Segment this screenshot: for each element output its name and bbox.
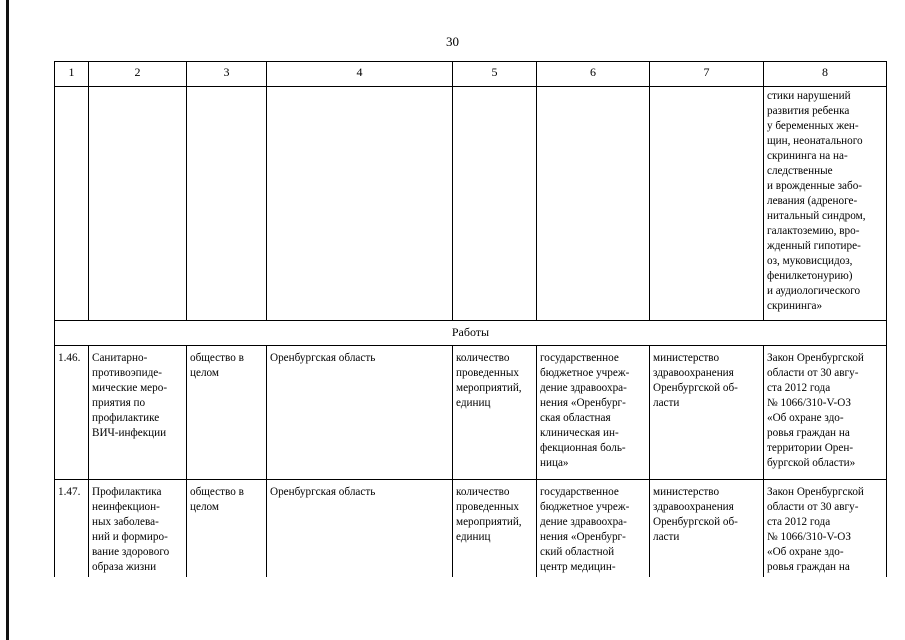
indicator bbox=[453, 480, 537, 578]
territory bbox=[267, 480, 453, 578]
page-number: 30 bbox=[446, 34, 459, 49]
header-cell: 8 bbox=[764, 62, 887, 87]
table-cell bbox=[650, 87, 764, 321]
text-line: нения «Оренбург- bbox=[540, 397, 626, 409]
text-line: целом bbox=[190, 367, 219, 379]
authority bbox=[650, 346, 764, 480]
table-cell bbox=[537, 87, 650, 321]
text-line: фекционная боль- bbox=[540, 442, 626, 454]
text-line: приятия по bbox=[92, 397, 146, 409]
text-line: галактоземию, вро- bbox=[767, 225, 860, 237]
text-line: дение здравоохра- bbox=[540, 516, 627, 528]
text-line: ста 2012 года bbox=[767, 516, 831, 528]
text-line: Оренбургская область bbox=[270, 352, 376, 364]
row-number: 1.46. bbox=[55, 346, 89, 480]
header-row bbox=[55, 62, 887, 87]
service-name bbox=[89, 480, 187, 578]
text-line: Оренбургской об- bbox=[653, 516, 738, 528]
text-line: скрининга» bbox=[767, 300, 823, 312]
legal-basis bbox=[764, 346, 887, 480]
text-line: бюджетное учреж- bbox=[540, 501, 630, 513]
text-line: области от 30 авгу- bbox=[767, 501, 859, 513]
text-line: мические меро- bbox=[92, 382, 168, 394]
institution bbox=[537, 346, 650, 480]
header-cell: 5 bbox=[453, 62, 537, 87]
text-line: общество в bbox=[190, 486, 244, 498]
text-line: Закон Оренбургской bbox=[767, 352, 864, 364]
indicator bbox=[453, 346, 537, 480]
text-line: ровья граждан на bbox=[767, 427, 850, 439]
text-line: нения «Оренбург- bbox=[540, 531, 626, 543]
service-name bbox=[89, 346, 187, 480]
text-line: центр медицин- bbox=[540, 561, 616, 573]
text-line: ская областная bbox=[540, 412, 611, 424]
section-title: Работы bbox=[55, 321, 887, 346]
text-line: «Об охране здо- bbox=[767, 412, 844, 424]
table-cell bbox=[89, 87, 187, 321]
header-cell: 4 bbox=[267, 62, 453, 87]
text-line: щин, неонатального bbox=[767, 135, 863, 147]
text-line: № 1066/310-V-ОЗ bbox=[767, 397, 851, 409]
table-cell bbox=[55, 87, 89, 321]
text-line: общество в bbox=[190, 352, 244, 364]
header-cell: 1 bbox=[55, 62, 89, 87]
text-line: ных заболева- bbox=[92, 516, 159, 528]
text-line: единиц bbox=[456, 531, 491, 543]
text-line: проведенных bbox=[456, 367, 519, 379]
text-line: Санитарно- bbox=[92, 352, 148, 364]
text-line: нитальный синдром, bbox=[767, 210, 866, 222]
continuation-basis-cell bbox=[764, 87, 887, 321]
text-line: образа жизни bbox=[92, 561, 157, 573]
text-line: здравоохранения bbox=[653, 367, 734, 379]
text-line: территории Орен- bbox=[767, 442, 854, 454]
text-line: фенилкетонурию) bbox=[767, 270, 853, 282]
text-line: государственное bbox=[540, 352, 619, 364]
text-line: дение здравоохра- bbox=[540, 382, 627, 394]
text-line: ВИЧ-инфекции bbox=[92, 427, 167, 439]
row-number: 1.47. bbox=[55, 480, 89, 578]
text-line: здравоохранения bbox=[653, 501, 734, 513]
text-line: левания (адреноге- bbox=[767, 195, 858, 207]
text-line: Профилактика bbox=[92, 486, 162, 498]
text-line: профилактике bbox=[92, 412, 160, 424]
table-cell bbox=[187, 87, 267, 321]
text-line: единиц bbox=[456, 397, 491, 409]
text-line: и аудиологического bbox=[767, 285, 861, 297]
text-line: развития ребенка bbox=[767, 105, 850, 117]
text-line: скрининга на на- bbox=[767, 150, 848, 162]
text-line: противоэпиде- bbox=[92, 367, 162, 379]
text-line: количество bbox=[456, 486, 510, 498]
text-line: вание здорового bbox=[92, 546, 170, 558]
table-row bbox=[55, 346, 887, 480]
text-line: Закон Оренбургской bbox=[767, 486, 864, 498]
text-line: ровья граждан на bbox=[767, 561, 850, 573]
consumers bbox=[187, 480, 267, 578]
header-cell: 6 bbox=[537, 62, 650, 87]
text-line: ний и формиро- bbox=[92, 531, 168, 543]
institution bbox=[537, 480, 650, 578]
territory bbox=[267, 346, 453, 480]
text-line: клиническая ин- bbox=[540, 427, 619, 439]
text-line: ница» bbox=[540, 457, 569, 469]
text-line: ский областной bbox=[540, 546, 615, 558]
consumers bbox=[187, 346, 267, 480]
continuation-row bbox=[55, 87, 887, 321]
services-table bbox=[54, 61, 887, 577]
text-line: Оренбургская область bbox=[270, 486, 376, 498]
text-line: ласти bbox=[653, 397, 680, 409]
text-line: жденный гипотире- bbox=[767, 240, 861, 252]
text-line: оз, муковисцидоз, bbox=[767, 255, 853, 267]
legal-basis bbox=[764, 480, 887, 578]
text-line: у беременных жен- bbox=[767, 120, 859, 132]
text-line: количество bbox=[456, 352, 510, 364]
text-line: области от 30 авгу- bbox=[767, 367, 859, 379]
text-line: бюджетное учреж- bbox=[540, 367, 630, 379]
section-row bbox=[55, 321, 887, 346]
text-line: следственные bbox=[767, 165, 833, 177]
text-line: мероприятий, bbox=[456, 382, 522, 394]
header-cell: 3 bbox=[187, 62, 267, 87]
text-line: стики нарушений bbox=[767, 90, 851, 102]
text-line: Оренбургской об- bbox=[653, 382, 738, 394]
table-cell bbox=[453, 87, 537, 321]
table-cell bbox=[267, 87, 453, 321]
text-line: мероприятий, bbox=[456, 516, 522, 528]
header-cell: 2 bbox=[89, 62, 187, 87]
scan-edge bbox=[6, 0, 9, 640]
text-line: «Об охране здо- bbox=[767, 546, 844, 558]
text-line: министерство bbox=[653, 352, 720, 364]
text-line: целом bbox=[190, 501, 219, 513]
text-line: государственное bbox=[540, 486, 619, 498]
text-line: министерство bbox=[653, 486, 720, 498]
text-line: бургской области» bbox=[767, 457, 856, 469]
text-line: неинфекцион- bbox=[92, 501, 160, 513]
text-line: ста 2012 года bbox=[767, 382, 831, 394]
authority bbox=[650, 480, 764, 578]
text-line: и врожденные забо- bbox=[767, 180, 863, 192]
table-row bbox=[55, 480, 887, 578]
text-line: ласти bbox=[653, 531, 680, 543]
text-line: проведенных bbox=[456, 501, 519, 513]
header-cell: 7 bbox=[650, 62, 764, 87]
text-line: № 1066/310-V-ОЗ bbox=[767, 531, 851, 543]
